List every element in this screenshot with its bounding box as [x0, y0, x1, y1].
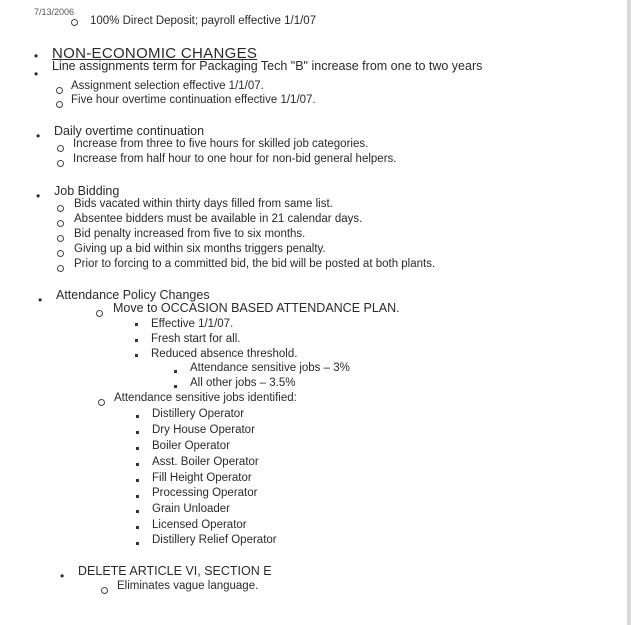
- square-bullet-icon: [174, 370, 177, 373]
- bullet-icon: •: [34, 67, 39, 81]
- square-bullet-icon: [136, 542, 139, 545]
- circle-bullet-icon: [57, 160, 64, 167]
- list-item: Bid penalty increased from five to six months.: [74, 228, 306, 240]
- list-item: Asst. Boiler Operator: [152, 456, 259, 468]
- circle-bullet-icon: [57, 250, 64, 257]
- bullet-icon: •: [38, 293, 43, 307]
- square-bullet-icon: [136, 431, 139, 434]
- list-item: Five hour overtime continuation effective 1/1/07.: [71, 94, 316, 106]
- list-item: Daily overtime continuation: [54, 124, 205, 138]
- list-item: Line assignments term for Packaging Tech "B" increase from one to two years: [52, 59, 483, 73]
- circle-bullet-icon: [57, 145, 64, 152]
- square-bullet-icon: [135, 323, 138, 326]
- list-item: All other jobs – 3.5%: [190, 377, 296, 389]
- circle-bullet-icon: [57, 205, 64, 212]
- list-item: Dry House Operator: [152, 424, 255, 436]
- bullet-icon: •: [36, 129, 41, 143]
- list-item: Processing Operator: [152, 487, 258, 499]
- list-item: Absentee bidders must be available in 21 calendar days.: [74, 213, 363, 225]
- list-item: 100% Direct Deposit; payroll effective 1/1/07: [90, 15, 317, 27]
- square-bullet-icon: [136, 526, 139, 529]
- circle-bullet-icon: [98, 399, 105, 406]
- list-item: Increase from three to five hours for skilled job categories.: [73, 138, 369, 150]
- square-bullet-icon: [136, 479, 139, 482]
- date-stamp: 7/13/2006: [34, 7, 75, 17]
- list-item: Attendance Policy Changes: [56, 288, 210, 302]
- list-item: Effective 1/1/07.: [151, 318, 234, 330]
- list-item: Eliminates vague language.: [117, 580, 259, 592]
- square-bullet-icon: [136, 510, 139, 513]
- circle-bullet-icon: [101, 587, 108, 594]
- list-item: Fill Height Operator: [152, 472, 252, 484]
- list-item: DELETE ARTICLE VI, SECTION E: [78, 564, 272, 578]
- circle-bullet-icon: [57, 235, 64, 242]
- list-item: Licensed Operator: [152, 519, 247, 531]
- list-item: Assignment selection effective 1/1/07.: [71, 80, 264, 92]
- list-item: Prior to forcing to a committed bid, the bid will be posted at both plants.: [74, 258, 436, 270]
- square-bullet-icon: [136, 415, 139, 418]
- circle-bullet-icon: [57, 220, 64, 227]
- list-item: Attendance sensitive jobs – 3%: [190, 362, 350, 374]
- square-bullet-icon: [174, 385, 177, 388]
- list-item: Distillery Operator: [152, 408, 245, 420]
- section-heading: NON-ECONOMIC CHANGES: [52, 45, 258, 62]
- scan-edge: [627, 0, 631, 625]
- circle-bullet-icon: [57, 265, 64, 272]
- bullet-icon: •: [34, 49, 39, 63]
- circle-bullet-icon: [56, 87, 63, 94]
- bullet-icon: •: [36, 189, 41, 203]
- list-item: Attendance sensitive jobs identified:: [114, 392, 297, 404]
- bullet-icon: •: [60, 569, 65, 583]
- square-bullet-icon: [135, 354, 138, 357]
- list-item: Increase from half hour to one hour for non-bid general helpers.: [73, 153, 397, 165]
- list-item: Reduced absence threshold.: [151, 348, 298, 360]
- square-bullet-icon: [136, 447, 139, 450]
- circle-bullet-icon: [56, 101, 63, 108]
- list-item: Bids vacated within thirty days filled from same list.: [74, 198, 333, 210]
- circle-bullet-icon: [71, 19, 78, 26]
- list-item: Grain Unloader: [152, 503, 230, 515]
- square-bullet-icon: [135, 339, 138, 342]
- list-item: Move to OCCASION BASED ATTENDANCE PLAN.: [113, 301, 400, 315]
- list-item: Fresh start for all.: [151, 333, 241, 345]
- list-item: Distillery Relief Operator: [152, 534, 277, 546]
- list-item: Job Bidding: [54, 184, 120, 198]
- square-bullet-icon: [136, 495, 139, 498]
- circle-bullet-icon: [96, 310, 103, 317]
- list-item: Boiler Operator: [152, 440, 230, 452]
- square-bullet-icon: [136, 463, 139, 466]
- list-item: Giving up a bid within six months triggers penalty.: [74, 243, 326, 255]
